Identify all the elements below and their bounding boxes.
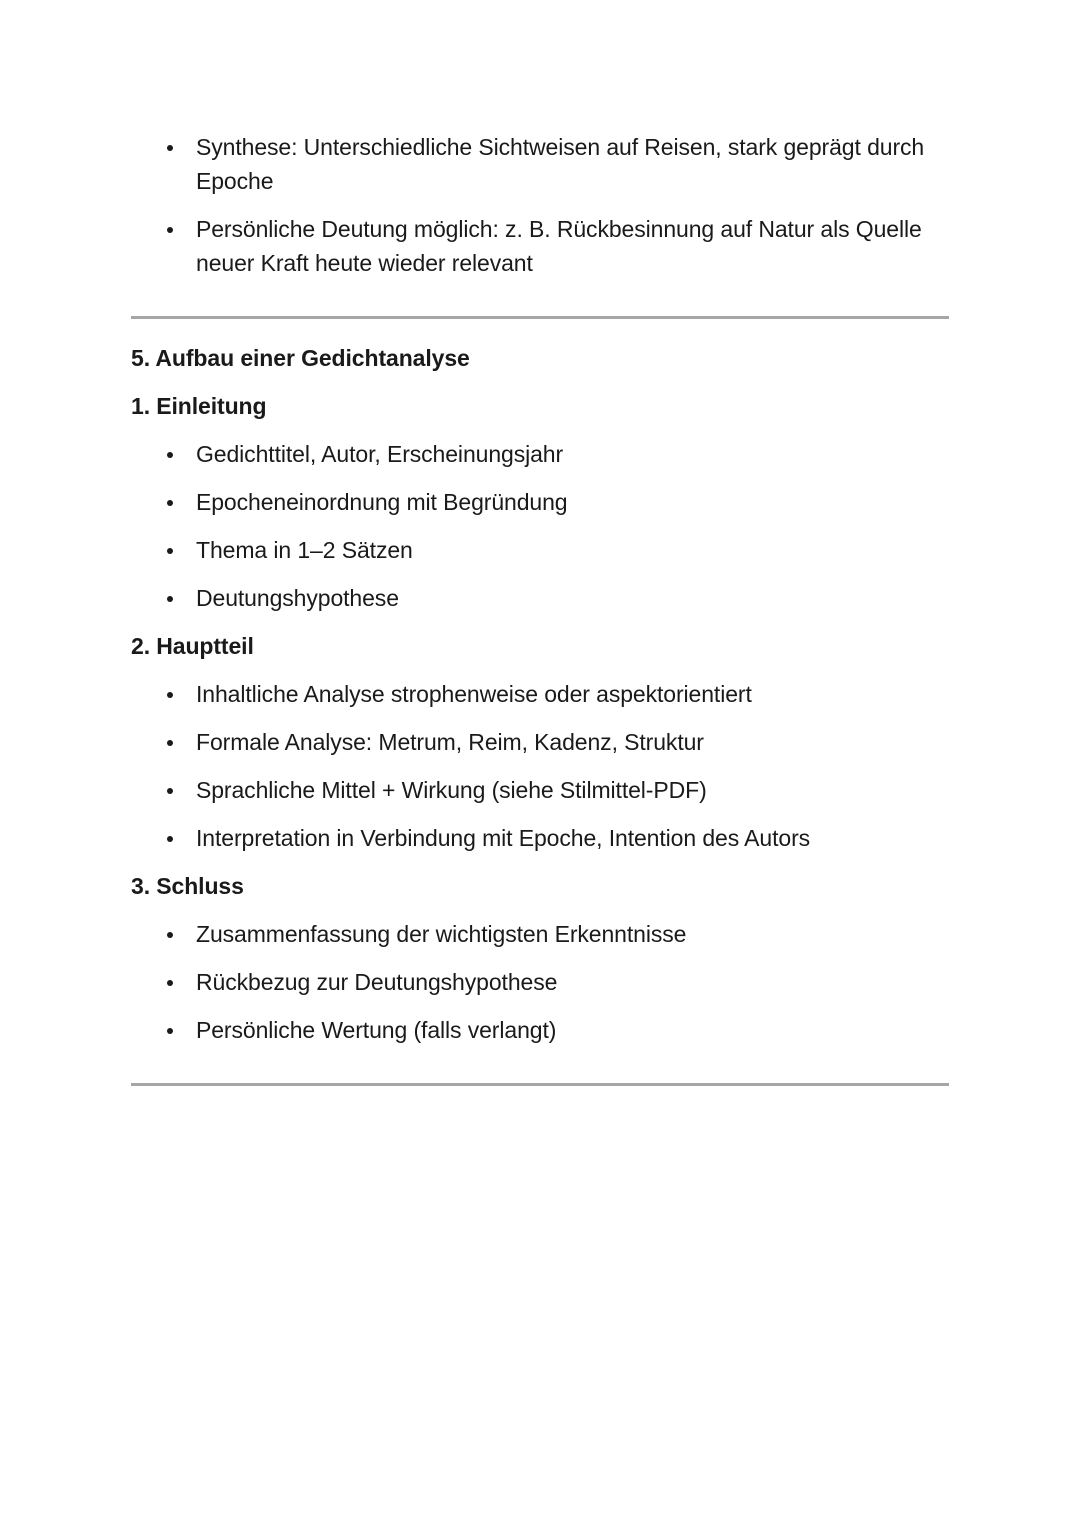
- list-item: Persönliche Wertung (falls verlangt): [131, 1013, 949, 1047]
- list-item: Synthese: Unterschiedliche Sichtweisen auf Reisen, stark geprägt durch Epoche: [131, 130, 949, 198]
- list-item: Epocheneinordnung mit Begründung: [131, 485, 949, 519]
- list-item: Zusammenfassung der wichtigsten Erkenntnisse: [131, 917, 949, 951]
- top-bullet-list: [131, 130, 949, 280]
- schluss-list: [131, 917, 949, 1047]
- horizontal-divider: [131, 1083, 949, 1086]
- list-item: Deutungshypothese: [131, 581, 949, 615]
- list-item: Formale Analyse: Metrum, Reim, Kadenz, Struktur: [131, 725, 949, 759]
- list-item: Interpretation in Verbindung mit Epoche, Intention des Autors: [131, 821, 949, 855]
- list-item: Thema in 1–2 Sätzen: [131, 533, 949, 567]
- horizontal-divider: [131, 316, 949, 319]
- section-title: 5. Aufbau einer Gedichtanalyse: [131, 345, 470, 371]
- list-item: Gedichttitel, Autor, Erscheinungsjahr: [131, 437, 949, 471]
- list-item: Rückbezug zur Deutungshypothese: [131, 965, 949, 999]
- part-heading-hauptteil: 2. Hauptteil: [131, 633, 254, 659]
- list-item: Inhaltliche Analyse strophenweise oder aspektorientiert: [131, 677, 949, 711]
- part-heading-einleitung: 1. Einleitung: [131, 393, 267, 419]
- hauptteil-list: [131, 677, 949, 855]
- einleitung-list: [131, 437, 949, 615]
- part-heading-schluss: 3. Schluss: [131, 873, 244, 899]
- list-item: Persönliche Deutung möglich: z. B. Rückbesinnung auf Natur als Quelle neuer Kraft heute wieder relevant: [131, 212, 949, 280]
- list-item: Sprachliche Mittel + Wirkung (siehe Stilmittel-PDF): [131, 773, 949, 807]
